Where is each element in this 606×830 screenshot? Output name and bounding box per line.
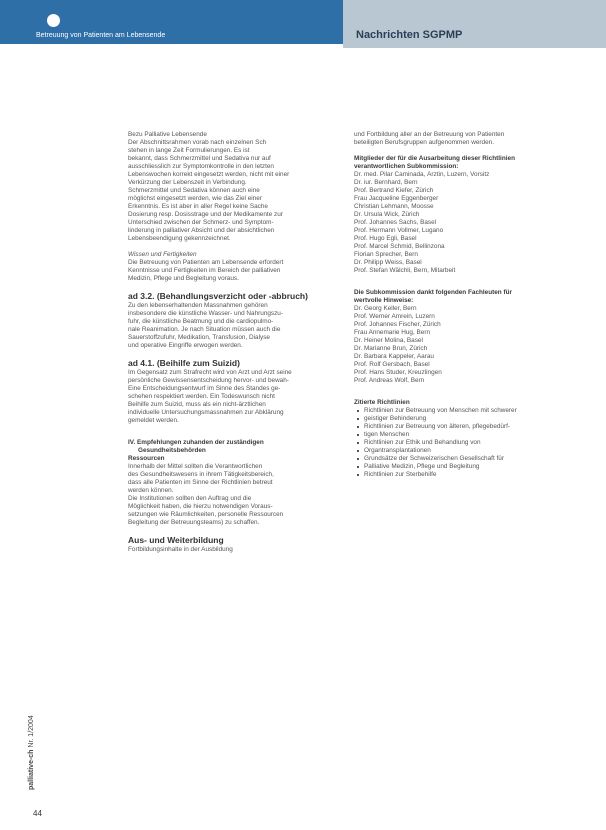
text-line: werden können. xyxy=(128,487,174,494)
text-line: schehen respektiert werden. Ein Todeswunsch nicht xyxy=(128,393,275,400)
member-item: Prof. Stefan Wälchli, Bern, Mitarbeit xyxy=(354,267,456,274)
page-number: 44 xyxy=(33,809,42,818)
member-item: Prof. Bertrand Kiefer, Zürich xyxy=(354,187,434,194)
cited-item: Richtlinien zur Betreuung von älteren, pflegebedürf- xyxy=(354,423,574,431)
text-line: und Fortbildung aller an der Betreuung von Patienten xyxy=(354,131,505,138)
member-item: Prof. Hugo Egli, Basel xyxy=(354,235,417,242)
expert-item: Dr. Georg Keller, Bern xyxy=(354,305,417,312)
text-line: Innerhalb der Mittel sollten die Verantwortlichen xyxy=(128,463,263,470)
member-item: Dr. iur. Bernhard, Bern xyxy=(354,179,418,186)
text-line: Lebensbeendigung gekennzeichnet. xyxy=(128,235,231,242)
right-column xyxy=(354,131,574,479)
header-right-title: Nachrichten SGPMP xyxy=(356,29,463,41)
intro-head: Bezu Palliative Lebensende xyxy=(128,131,207,138)
text-line: Unterschied zwischen der Schmerz- und Symptom- xyxy=(128,219,274,226)
member-item: Prof. Johannes Sachs, Basel xyxy=(354,219,437,226)
cited-item: Organtransplantationen xyxy=(354,447,574,455)
logo-dot-icon xyxy=(47,14,60,27)
text-line: Im Gegensatz zum Strafrecht wird von Arzt und Arzt seine xyxy=(128,369,292,376)
left-column xyxy=(128,131,333,554)
text-line: und operative Eingriffe erwogen werden. xyxy=(128,342,243,349)
text-line: möglichst eingesetzt werden, wie das Ziel einer xyxy=(128,195,262,202)
text-line: gemeldet werden. xyxy=(128,417,179,424)
cited-item: geistiger Behinderung xyxy=(354,415,574,423)
text-line: Die Institutionen sollten den Auftrag und die xyxy=(128,495,252,502)
text-line: Fortbildungsinhalte in der Ausbildung xyxy=(128,546,233,553)
text-line: Verkürzung der Lebenszeit in Verbindung. xyxy=(128,179,247,186)
text-line: bekannt, dass Schmerzmittel und Sedativa nur auf xyxy=(128,155,271,162)
text-line: Eine Entscheidungsentwurf im Sinne des Standes ge- xyxy=(128,385,281,392)
text-line: Beihilfe zum Suizid, muss als ein nicht-ärztlichen xyxy=(128,401,266,408)
text-line: setzungen wie Räumlichkeiten, personelle Ressourcen xyxy=(128,511,284,518)
text-line: Dosierung resp. Dosisstrage und der Medikamente zur xyxy=(128,211,283,218)
member-item: Prof. Marcel Schmid, Bellinzona xyxy=(354,243,445,250)
text-line: Zu den lebenserhaltenden Massnahmen gehören xyxy=(128,302,268,309)
expert-item: Dr. Heiner Molina, Basel xyxy=(354,337,423,344)
section-heading: ad 4.1. (Beihilfe zum Suizid) xyxy=(128,358,240,368)
member-item: Florian Sprecher, Bern xyxy=(354,251,418,258)
expert-item: Prof. Andreas Wolf, Bern xyxy=(354,377,425,384)
text-line: fuhr, die künstliche Beatmung und die cardiopulmo- xyxy=(128,318,274,325)
text-line: Erkenntnis. Es ist aber in aller Regel keine Sache xyxy=(128,203,268,210)
text-line: persönliche Gewissensentscheidung hervor- und bewah- xyxy=(128,377,289,384)
cited-item: Richtlinien zur Sterbehilfe xyxy=(354,471,574,479)
text-line: Medizin, Pflege und Begleitung voraus. xyxy=(128,275,239,282)
text-line: Sauerstoffzufuhr, Medikation, Transfusion, Dialyse xyxy=(128,334,270,341)
wishes-head: Wissen und Fertigkeiten xyxy=(128,251,197,258)
text-line: Möglichkeit haben, die hierzu notwendigen Voraus- xyxy=(128,503,273,510)
expert-item: Prof. Werner Amrein, Luzern xyxy=(354,313,435,320)
member-item: Dr. med. Pilar Caminada, Ärztin, Luzern, Vorsitz xyxy=(354,171,490,178)
journal-name: palliative-ch xyxy=(28,749,35,790)
text-line: stehen in lange Zeit Formulierungen. Es ist xyxy=(128,147,250,154)
members-heading-cont: verantwortlichen Subkommission: xyxy=(354,163,459,170)
member-item: Dr. Philipp Weiss, Basel xyxy=(354,259,422,266)
header-left-title: Betreuung von Patienten am Lebensende xyxy=(36,32,166,39)
member-item: Prof. Hermann Vollmer, Lugano xyxy=(354,227,444,234)
text-line: Kenntnisse und Fertigkeiten im Bereich der palliativen xyxy=(128,267,281,274)
text-line: Die Betreuung von Patienten am Lebensende erfordert xyxy=(128,259,284,266)
cited-item: Richtlinien zur Betreuung von Menschen mit schwerer xyxy=(354,407,574,415)
subheading: Ressourcen xyxy=(128,455,165,462)
text-line: insbesondere die künstliche Wasser- und Nahrungszu- xyxy=(128,310,283,317)
text-line: Begleitung der Betreuungsteams) zu schaffen. xyxy=(128,519,260,526)
text-line: beteiligten Berufsgruppen aufgenommen werden. xyxy=(354,139,494,146)
section-heading: IV. Empfehlungen zuhanden der zuständigen xyxy=(128,439,264,446)
expert-item: Frau Annemarie Hug, Bern xyxy=(354,329,431,336)
member-item: Christian Lehmann, Moosse xyxy=(354,203,434,210)
members-heading: Mitglieder der für die Ausarbeitung dieser Richtlinien xyxy=(354,155,515,162)
text-line: Der Abschnittsrahmen vorab nach einzelnen Sch xyxy=(128,139,267,146)
experts-heading: Die Subkommission dankt folgenden Fachleuten für xyxy=(354,289,513,296)
member-item: Frau Jacqueline Eggenberger xyxy=(354,195,439,202)
text-line: Lebenswochen korrekt eingesetzt werden, nicht mit einer xyxy=(128,171,290,178)
expert-item: Prof. Johannes Fischer, Zürich xyxy=(354,321,441,328)
expert-item: Prof. Rolf Gersbach, Basel xyxy=(354,361,430,368)
cited-item: Richtlinien zur Ethik und Behandlung von xyxy=(354,439,574,447)
cited-item: Palliative Medizin, Pflege und Begleitung xyxy=(354,463,574,471)
expert-item: Dr. Barbara Kappeler, Aarau xyxy=(354,353,434,360)
cited-heading: Zitierte Richtlinien xyxy=(354,399,410,406)
experts-heading-cont: wertvolle Hinweise: xyxy=(354,297,414,304)
text-line: linderung in palliativer Absicht und der absichtlichen xyxy=(128,227,275,234)
text-line: individuelle Untersuchungsmassnahmen zur Abklärung xyxy=(128,409,284,416)
text-line: ausschliesslich zur Symptomkontrolle in den letzten xyxy=(128,163,274,170)
journal-issue: Nr. 1/2004 xyxy=(28,715,35,748)
text-line: des Gesundheitswesens in ihrem Tätigkeitsbereich, xyxy=(128,471,274,478)
expert-item: Dr. Marianne Brun, Zürich xyxy=(354,345,428,352)
text-line: dass alle Patienten im Sinne der Richtlinien betreut xyxy=(128,479,273,486)
text-line: nale Reanimation. Je nach Situation müssen auch die xyxy=(128,326,281,333)
member-item: Dr. Ursula Wick, Zürich xyxy=(354,211,420,218)
section-heading: Aus- und Weiterbildung xyxy=(128,535,224,545)
cited-item: tigen Menschen xyxy=(354,431,574,439)
section-heading-cont: Gesundheitsbehörden xyxy=(138,447,206,454)
section-heading: ad 3.2. (Behandlungsverzicht oder -abbruch) xyxy=(128,291,308,301)
text-line: Schmerzmittel und Sedativa können auch eine xyxy=(128,187,260,194)
cited-item: Grundsätze der Schweizerischen Gesellschaft für xyxy=(354,455,574,463)
expert-item: Prof. Hans Studer, Kreuzlingen xyxy=(354,369,442,376)
journal-side-label xyxy=(28,715,35,790)
